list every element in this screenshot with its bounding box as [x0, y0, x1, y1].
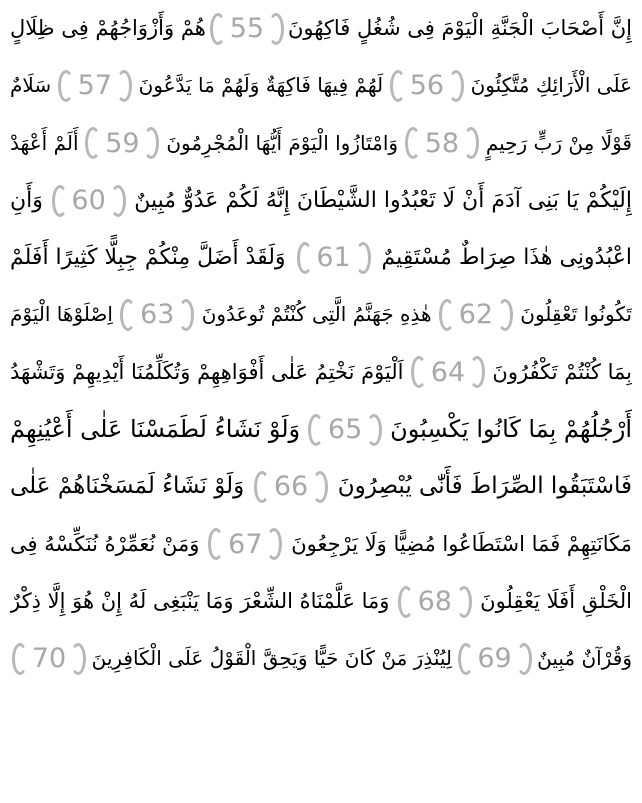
- text-line: [10, 57, 632, 114]
- verse-number-marker: [208, 11, 286, 47]
- verse-text: وَامْتَازُوا الْيَوْمَ أَيُّهَا الْمُجْرِمُونَ: [166, 130, 399, 155]
- verse-number-marker: [388, 68, 466, 104]
- verse-number-marker: [409, 354, 487, 390]
- text-line: [10, 0, 632, 57]
- ornament-bracket-icon: [110, 185, 126, 217]
- verse-text: وَمَا عَلَّمْنَاهُ الشِّعْرَ وَمَا يَنْبَغِى لَهُ إِنْ هُوَ إِلَّا ذِكْرٌ: [10, 588, 390, 613]
- ornament-bracket-icon: [398, 586, 414, 618]
- verse-number-marker: [50, 183, 128, 219]
- ornament-bracket-icon: [12, 643, 28, 675]
- verse-text: سَلَامٌ: [10, 73, 52, 98]
- verse-text: فَاسْتَبَقُوا الصِّرَاطَ فَأَنّٰى يُبْصِرُونَ: [337, 473, 632, 500]
- ornament-bracket-icon: [463, 127, 479, 159]
- ornament-bracket-icon: [297, 242, 313, 274]
- verse-number-marker: [456, 641, 534, 677]
- verse-number: 66: [273, 471, 309, 503]
- verse-number: 63: [140, 299, 175, 331]
- verse-number-marker: [403, 125, 481, 161]
- text-line: [10, 344, 632, 401]
- ornament-bracket-icon: [210, 13, 226, 45]
- verse-number: 70: [31, 643, 67, 675]
- verse-number-marker: [396, 584, 474, 620]
- ornament-bracket-icon: [70, 643, 86, 675]
- verse-number-marker: [118, 297, 196, 333]
- text-line: [10, 229, 632, 286]
- verse-number: 56: [409, 70, 445, 102]
- ornament-bracket-icon: [58, 70, 74, 102]
- verse-number: 59: [105, 127, 140, 159]
- verse-number: 60: [71, 184, 106, 216]
- verse-number: 68: [417, 585, 452, 617]
- ornament-bracket-icon: [355, 242, 371, 274]
- ornament-bracket-icon: [458, 643, 474, 675]
- ornament-bracket-icon: [405, 127, 421, 159]
- ornament-bracket-icon: [456, 586, 472, 618]
- ornament-bracket-icon: [178, 299, 194, 331]
- verse-number: 64: [430, 356, 466, 388]
- verse-number-marker: [56, 68, 134, 104]
- ornament-bracket-icon: [116, 70, 132, 102]
- text-line: [10, 401, 632, 458]
- verse-text: قَوْلًا مِنْ رَبٍّ رَحِيمٍ: [485, 130, 632, 155]
- verse-number-marker: [206, 526, 284, 562]
- verse-text: بِمَا كُنْتُمْ تَكْفُرُونَ: [492, 359, 632, 384]
- verse-number-marker: [306, 412, 384, 448]
- ornament-bracket-icon: [516, 643, 532, 675]
- ornament-bracket-icon: [268, 13, 284, 45]
- verse-text: أَلَمْ أَعْهَدْ: [10, 130, 79, 155]
- text-line: [10, 516, 632, 573]
- verse-text: وَمَنْ نُعَمِّرْهُ نُنَكِّسْهُ فِى: [10, 531, 200, 556]
- verse-number-marker: [10, 641, 88, 677]
- ornament-bracket-icon: [52, 185, 68, 217]
- text-line: [10, 630, 632, 687]
- verse-text: الْخَلْقِ أَفَلَا يَعْقِلُونَ: [480, 588, 632, 613]
- verse-number: 55: [229, 13, 265, 44]
- verse-text: اَلْيَوْمَ نَخْتِمُ عَلٰى أَفْوَاهِهِمْ وَتُكَلِّمُنَا أَيْدِيهِمْ وَتَشْهَدُ: [10, 359, 404, 384]
- verse-text: مَكَانَتِهِمْ فَمَا اسْتَطَاعُوا مُضِيًّا وَلَا يَرْجِعُونَ: [291, 531, 632, 556]
- ornament-bracket-icon: [120, 299, 136, 331]
- text-line: [10, 115, 632, 172]
- verse-number: 57: [77, 70, 113, 102]
- ornament-bracket-icon: [208, 528, 224, 560]
- text-line: [10, 458, 632, 515]
- verse-text: وَقُرْآنٌ مُبِينٌ: [537, 646, 632, 671]
- ornament-bracket-icon: [85, 127, 101, 159]
- verse-number: 69: [477, 643, 512, 675]
- verse-number: 62: [458, 299, 494, 331]
- verse-text: إِنَّ أَصْحَابَ الْجَنَّةِ الْيَوْمَ فِى شُغُلٍ فَاكِهُونَ: [287, 16, 632, 40]
- ornament-bracket-icon: [312, 471, 328, 503]
- verse-text: اعْبُدُونِى هٰذَا صِرَاطٌ مُسْتَقِيمٌ: [381, 245, 632, 271]
- ornament-bracket-icon: [308, 414, 324, 446]
- ornament-bracket-icon: [497, 299, 513, 331]
- ornament-bracket-icon: [266, 528, 282, 560]
- verse-number-marker: [83, 125, 161, 161]
- ornament-bracket-icon: [143, 127, 159, 159]
- verse-text: وَلَوْ نَشَاءُ لَمَسَخْنَاهُمْ عَلٰى: [10, 473, 245, 500]
- verse-text: هٰذِهِ جَهَنَّمُ الَّتِى كُنْتُمْ تُوعَدُونَ: [201, 302, 432, 327]
- verse-number: 65: [327, 414, 363, 446]
- verse-text: وَأَنِ: [10, 187, 43, 213]
- verse-text: اِصْلَوْهَا الْيَوْمَ: [10, 302, 113, 327]
- verse-text: لَهُمْ فِيهَا فَاكِهَةٌ وَلَهُمْ مَا يَدَّعُونَ: [138, 73, 384, 98]
- verse-text: أَرْجُلُهُمْ بِمَا كَانُوا يَكْسِبُونَ: [390, 415, 632, 444]
- verse-text: هُمْ وَأَزْوَاجُهُمْ فِى ظِلَالٍ: [10, 16, 206, 40]
- verse-number-marker: [295, 240, 373, 276]
- verse-number-marker: [437, 297, 515, 333]
- ornament-bracket-icon: [390, 70, 406, 102]
- verse-number-marker: [252, 469, 330, 505]
- ornament-bracket-icon: [469, 356, 485, 388]
- ornament-bracket-icon: [411, 356, 427, 388]
- text-line: [10, 172, 632, 229]
- verse-number: 67: [228, 528, 263, 560]
- verse-text: لِيُنْذِرَ مَنْ كَانَ حَيًّا وَيَحِقَّ الْقَوْلُ عَلَى الْكَافِرِينَ: [91, 646, 452, 671]
- ornament-bracket-icon: [366, 414, 382, 446]
- text-line: [10, 573, 632, 630]
- verse-text: إِلَيْكُمْ يَا بَنِى آدَمَ أَنْ لَا تَعْبُدُوا الشَّيْطَانَ إِنَّهُ لَكُمْ عَدُوٌّ مُبِينٌ: [134, 187, 632, 213]
- text-line: [10, 286, 632, 343]
- verse-text: وَلَقَدْ أَضَلَّ مِنْكُمْ جِبِلًّا كَثِيرًا أَفَلَمْ: [10, 245, 286, 271]
- verse-text: عَلَى الْأَرَائِكِ مُتَّكِئُونَ: [470, 73, 632, 98]
- ornament-bracket-icon: [448, 70, 464, 102]
- ornament-bracket-icon: [439, 299, 455, 331]
- verse-number: 61: [316, 242, 351, 274]
- ornament-bracket-icon: [254, 471, 270, 503]
- verse-text: وَلَوْ نَشَاءُ لَطَمَسْنَا عَلٰى أَعْيُنِهِمْ: [10, 415, 301, 444]
- verse-number: 58: [424, 127, 460, 159]
- verse-text: تَكُونُوا تَعْقِلُونَ: [520, 302, 632, 327]
